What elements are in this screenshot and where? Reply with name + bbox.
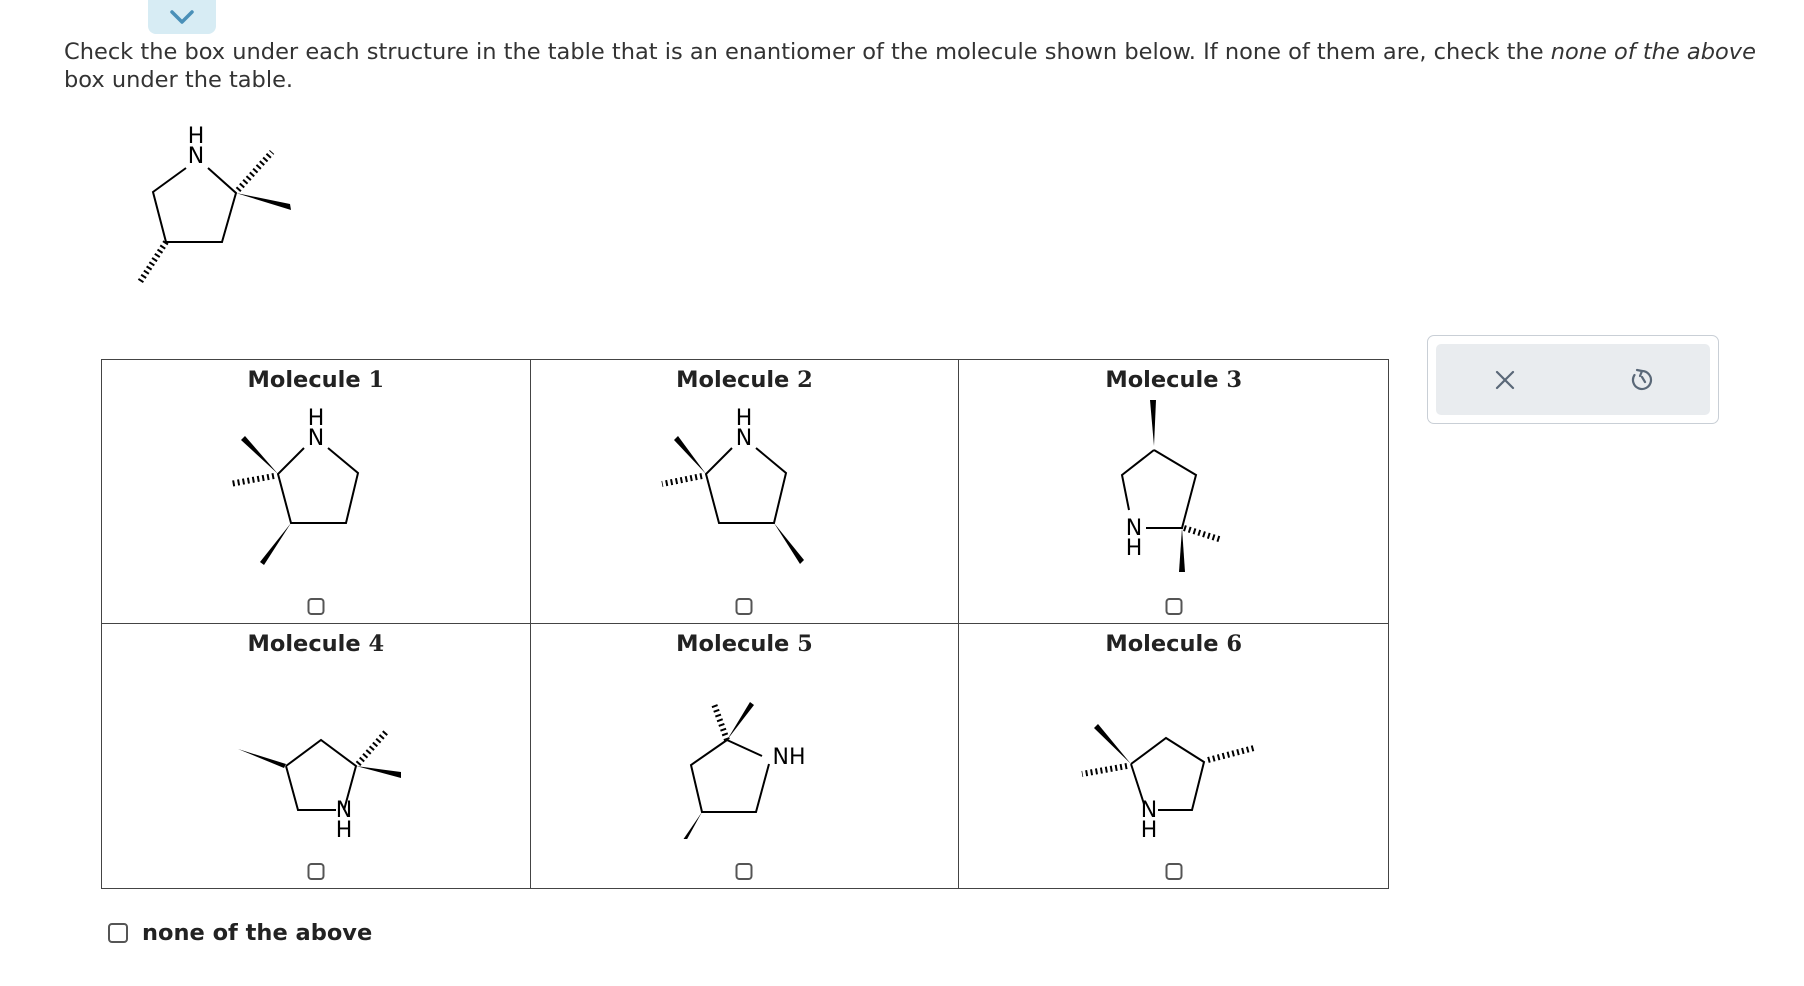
chevron-down-icon	[169, 9, 195, 25]
molecule-1-structure	[216, 400, 416, 575]
svg-text:N: N	[307, 426, 325, 451]
molecule-6-title: Molecule 6	[1105, 631, 1242, 657]
svg-text:N: N	[1140, 798, 1157, 823]
answer-toolbar	[1427, 335, 1719, 424]
molecule-3-structure	[1074, 400, 1274, 575]
molecule-6-cell	[959, 624, 1388, 888]
reset-button[interactable]	[1622, 360, 1662, 400]
svg-text:N: N	[335, 798, 353, 823]
molecule-2-structure	[644, 400, 844, 575]
svg-text:N: N	[1125, 516, 1142, 541]
molecule-2-cell	[531, 360, 960, 624]
molecule-3-cell	[959, 360, 1388, 624]
molecule-6-structure	[1074, 664, 1274, 839]
molecule-5-checkbox[interactable]	[736, 863, 753, 880]
molecule-6-checkbox[interactable]	[1165, 863, 1182, 880]
molecule-4-structure	[216, 664, 416, 839]
none-emphasis: none of the above	[1550, 39, 1756, 65]
none-of-the-above-option[interactable]	[108, 920, 372, 946]
molecule-5-structure	[634, 664, 854, 839]
svg-text:H: H	[335, 818, 353, 839]
molecule-1-title: Molecule 1	[247, 367, 385, 393]
molecule-1-cell	[102, 360, 531, 624]
svg-text:H: H	[736, 406, 753, 431]
molecule-2-checkbox[interactable]	[736, 598, 753, 615]
question-prompt: Check the box under each structure in the table that is an enantiomer of the molecule shown below. If none of them are, check the none of the above box under the table.	[64, 39, 1756, 93]
none-of-the-above-checkbox[interactable]	[108, 923, 128, 943]
molecule-4-cell	[102, 624, 531, 888]
molecule-5-title: Molecule 5	[676, 631, 813, 657]
svg-text:N: N	[736, 426, 753, 451]
svg-text:NH: NH	[772, 745, 806, 770]
molecule-4-title: Molecule 4	[247, 631, 385, 657]
molecule-5-cell	[531, 624, 960, 888]
molecule-3-title: Molecule 3	[1105, 367, 1242, 393]
collapse-toggle[interactable]	[148, 0, 216, 34]
molecule-table	[101, 359, 1389, 889]
svg-text:H: H	[1140, 818, 1157, 839]
molecule-4-checkbox[interactable]	[307, 863, 324, 880]
none-of-the-above-label: none of the above	[142, 920, 373, 946]
given-atom-h: H	[187, 124, 205, 149]
molecule-1-checkbox[interactable]	[307, 598, 324, 615]
given-atom-n: N	[187, 144, 205, 169]
given-molecule	[120, 120, 320, 294]
molecule-3-checkbox[interactable]	[1165, 598, 1182, 615]
undo-icon	[1629, 367, 1655, 393]
clear-button[interactable]	[1485, 360, 1525, 400]
svg-text:H: H	[307, 406, 325, 431]
molecule-2-title: Molecule 2	[676, 367, 813, 393]
close-icon	[1494, 369, 1516, 391]
svg-text:H: H	[1125, 536, 1142, 561]
